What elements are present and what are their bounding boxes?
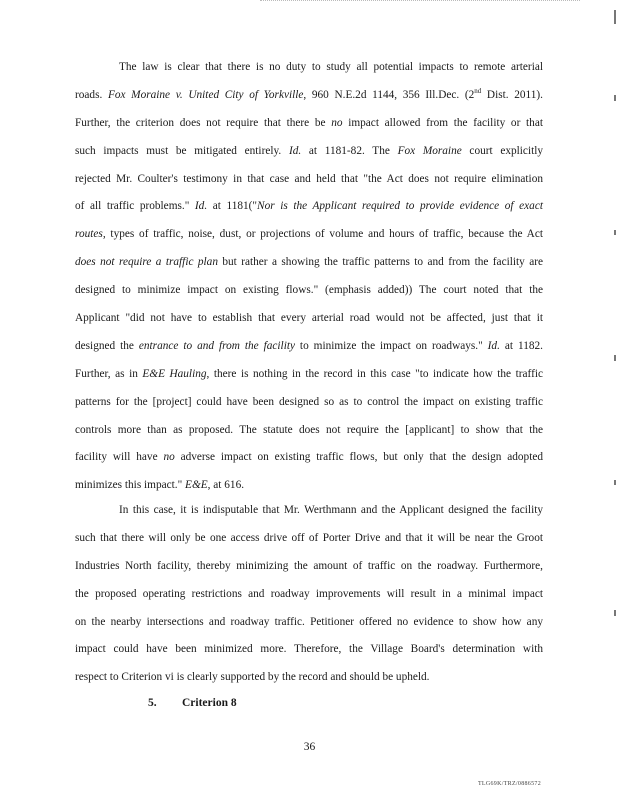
text-line: controls more than as proposed. The statute does not require the [applicant] to show that the	[75, 423, 543, 436]
scan-edge-mark	[614, 10, 616, 24]
text-line: such impacts must be mitigated entirely. Id. at 1181-82. The Fox Moraine court explicitly	[75, 144, 544, 157]
text-line: In this case, it is indisputable that Mr. Werthmann and the Applicant designed the facility	[119, 504, 543, 516]
text-line: such that there will only be one access drive off of Porter Drive and that it will be near the Groot	[75, 531, 543, 544]
text-line: Further, as in E&E Hauling, there is nothing in the record in this case "to indicate how the traffic	[75, 367, 543, 380]
page-number: 36	[303, 741, 316, 753]
text-line: The law is clear that there is no duty to study all potential impacts to remote arterial	[119, 61, 543, 73]
paragraph-2	[75, 497, 543, 692]
text-line: on the nearby intersections and roadway traffic. Petitioner offered no evidence to show how any	[75, 615, 543, 628]
scan-edge-mark	[614, 230, 616, 235]
text-line: patterns for the [project] could have been designed so as to control the impact on existing traffic	[75, 395, 543, 408]
italic-citation: Fox Moraine	[397, 144, 462, 157]
text-line: roads. Fox Moraine v. United City of Yorkville, 960 N.E.2d 1144, 356 Ill.Dec. (2nd Dist. 2011).	[75, 87, 543, 101]
text-line: Further, the criterion does not require that there be no impact allowed from the facility or that	[75, 116, 543, 129]
italic-citation: Id.	[487, 339, 500, 352]
text-line: impact could have been minimized more. Therefore, the Village Board's determination with	[75, 643, 543, 656]
italic-citation: Id.	[288, 144, 302, 157]
italic-citation: E&E Hauling	[142, 367, 207, 380]
italic-citation: does not require a traffic plan	[75, 256, 218, 269]
scan-edge-mark	[614, 610, 616, 616]
bates-stamp: TLG69K/TRZ/0886572	[477, 781, 541, 787]
section-title: Criterion 8	[182, 697, 237, 709]
scan-edge-mark	[614, 355, 616, 361]
text-line: Industries North facility, thereby minimizing the amount of traffic on the roadway. Furthermore,	[75, 559, 543, 572]
text-line: designed the entrance to and from the facility to minimize the impact on roadways." Id. at 1182.	[75, 339, 543, 352]
section-heading	[148, 697, 237, 709]
text-line: the proposed operating restrictions and roadway improvements will result in a minimal impact	[75, 587, 543, 600]
text-line: of all traffic problems." Id. at 1181("Nor is the Applicant required to provide evidence of exact	[75, 200, 543, 213]
italic-citation: no	[163, 451, 175, 464]
text-line: routes, types of traffic, noise, dust, or projections of volume and hours of traffic, because the Act	[75, 228, 543, 241]
text-line: minimizes this impact." E&E, at 616.	[75, 479, 245, 492]
italic-citation: Id.	[194, 200, 208, 213]
italic-citation: no	[331, 116, 343, 129]
paragraph-1	[75, 54, 543, 500]
italic-citation: routes,	[75, 228, 106, 241]
italic-citation: E&E	[185, 479, 208, 492]
text-line: respect to Criterion vi is clearly supported by the record and should be upheld.	[75, 671, 430, 684]
text-line: Applicant "did not have to establish that every arterial road would not be affected, just that it	[75, 312, 543, 325]
italic-citation: Fox Moraine v. United City of Yorkville	[107, 88, 304, 101]
italic-citation: Nor is the Applicant required to provide evidence of exact	[257, 200, 543, 213]
scan-edge-mark	[614, 480, 616, 485]
text-line: designed to minimize impact on existing flows." (emphasis added)) The court noted that the	[75, 284, 543, 297]
text-line: does not require a traffic plan but rather a showing the traffic patterns to and from the facility are	[75, 256, 543, 269]
scan-edge-line	[260, 0, 580, 2]
text-line: rejected Mr. Coulter's testimony in that case and held that "the Act does not require elimination	[75, 172, 543, 185]
text-line: facility will have no adverse impact on existing traffic flows, but only that the design adopted	[75, 451, 543, 464]
italic-citation: entrance to and from the facility	[138, 339, 295, 352]
scan-edge-mark	[614, 95, 616, 101]
section-number: 5.	[148, 697, 157, 709]
superscript: nd	[474, 87, 482, 96]
